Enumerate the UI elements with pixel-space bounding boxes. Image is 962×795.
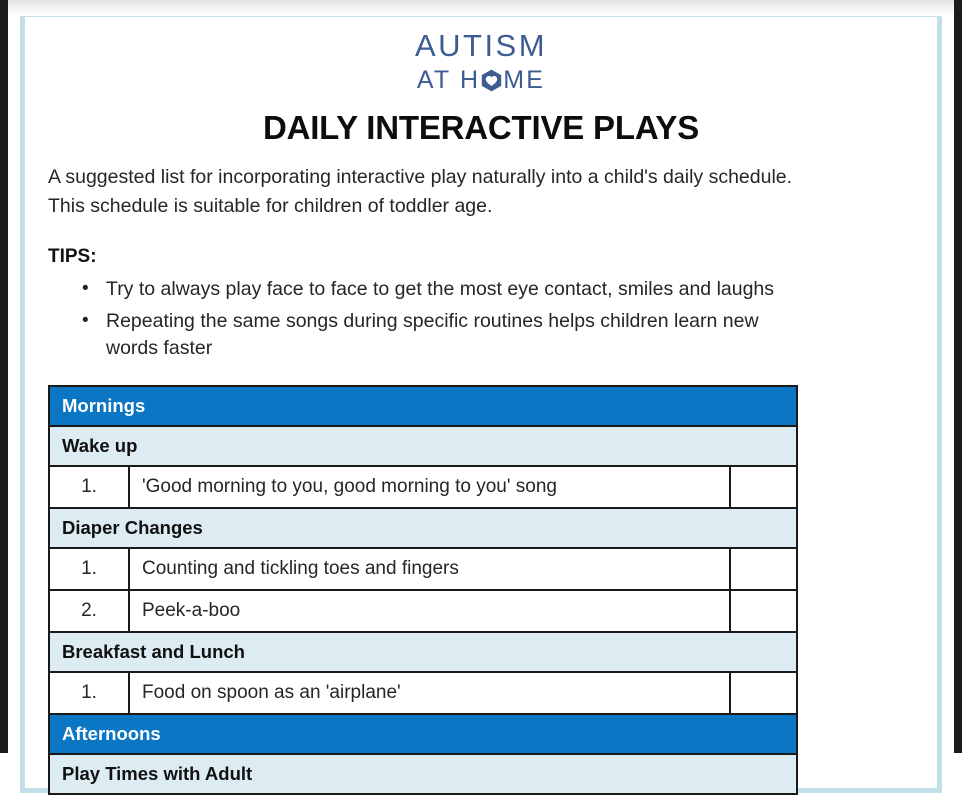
schedule-subsection-header — [49, 632, 797, 672]
tip-text: Repeating the same songs during specific routines helps children learn new words faster — [106, 310, 759, 359]
bullet-icon: • — [82, 310, 89, 332]
item-checkbox-cell[interactable] — [730, 672, 797, 714]
schedule-section-header — [49, 386, 797, 426]
item-number: 1. — [49, 672, 129, 714]
section-header-label: Mornings — [49, 386, 797, 426]
list-item — [82, 308, 806, 360]
subsection-header-label: Wake up — [49, 426, 797, 466]
logo-line-at-home — [48, 68, 914, 93]
section-header-label: Afternoons — [49, 714, 797, 754]
tips-list — [48, 276, 914, 360]
logo-line-autism: AUTISM — [414, 28, 548, 63]
subsection-header-label: Diaper Changes — [49, 508, 797, 548]
tips-heading: TIPS: — [48, 246, 97, 268]
schedule-table — [48, 385, 798, 795]
intro-paragraph: A suggested list for incorporating interactive play naturally into a child's daily schedule. This schedule is suitable for children of toddler age. — [48, 166, 793, 217]
table-row — [49, 548, 797, 590]
schedule-section-header — [49, 714, 797, 754]
subsection-header-label: Breakfast and Lunch — [49, 632, 797, 672]
item-activity-text: 'Good morning to you, good morning to you' song — [129, 466, 730, 508]
document-page — [8, 0, 954, 784]
schedule-table-body — [49, 386, 797, 794]
item-checkbox-cell[interactable] — [730, 548, 797, 590]
item-activity-text: Food on spoon as an 'airplane' — [129, 672, 730, 714]
logo-text-at-h: AT H — [416, 66, 481, 94]
hexagon-heart-icon — [481, 69, 502, 92]
item-activity-text: Counting and tickling toes and fingers — [129, 548, 730, 590]
schedule-subsection-header — [49, 508, 797, 548]
list-item — [82, 276, 806, 302]
item-number: 1. — [49, 466, 129, 508]
document-content — [8, 0, 954, 795]
window-right-gutter — [954, 0, 962, 753]
bullet-icon: • — [82, 278, 89, 300]
item-number: 2. — [49, 590, 129, 632]
item-activity-text: Peek-a-boo — [129, 590, 730, 632]
item-checkbox-cell[interactable] — [730, 590, 797, 632]
table-row — [49, 672, 797, 714]
logo-text-me: ME — [503, 66, 546, 94]
item-number: 1. — [49, 548, 129, 590]
page-title: DAILY INTERACTIVE PLAYS — [262, 109, 700, 146]
top-shade-band — [8, 0, 954, 16]
schedule-subsection-header — [49, 426, 797, 466]
table-row — [49, 590, 797, 632]
schedule-subsection-header — [49, 754, 797, 794]
item-checkbox-cell[interactable] — [730, 466, 797, 508]
tip-text: Try to always play face to face to get the most eye contact, smiles and laughs — [106, 278, 775, 301]
subsection-header-label: Play Times with Adult — [49, 754, 797, 794]
window-left-gutter — [0, 0, 8, 753]
table-row — [49, 466, 797, 508]
